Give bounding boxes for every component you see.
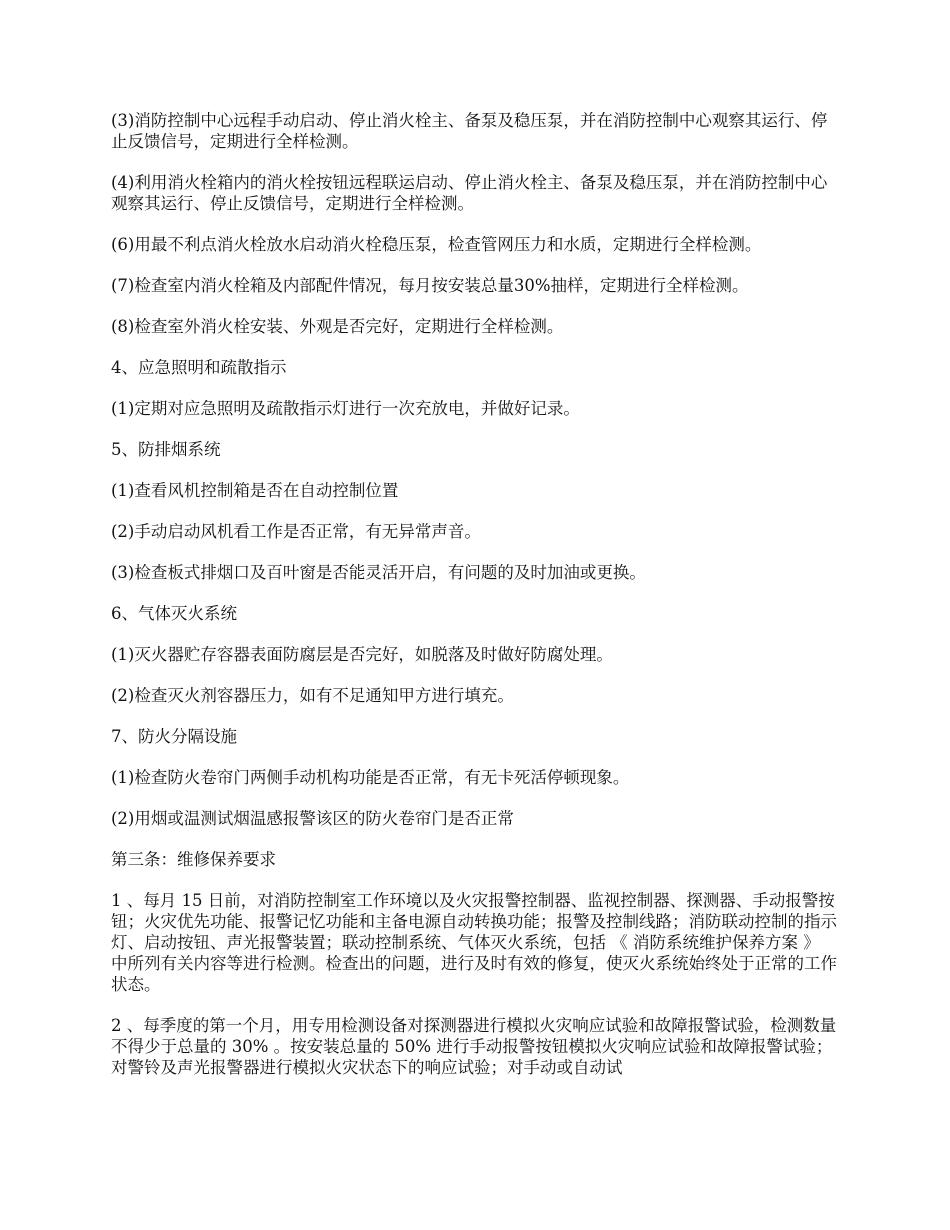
paragraph-fan-manual-start: (2)手动启动风机看工作是否正常，有无异常声音。 bbox=[111, 522, 481, 541]
paragraph-lighting-charge: (1)定期对应急照明及疏散指示灯进行一次充放电，并做好记录。 bbox=[111, 399, 580, 418]
paragraph-shutter-manual-check: (1)检查防火卷帘门两侧手动机构功能是否正常，有无卡死活停顿现象。 bbox=[111, 768, 630, 787]
article-heading-maintenance: 第三条：维修保养要求 bbox=[111, 850, 276, 869]
paragraph-quarterly-inspection: 2 、每季度的第一个月，用专用检测设备对探测器进行模拟火灾响应试验和故障报警试验，检测数量不得少于总量的 30% 。按安装总量的 50% 进行手动报警按钮模拟火灾响应试验和故障报警试验；对警铃及声光报警器进行模拟火灾状态下的响应试验；对手动或自动试 bbox=[111, 1016, 837, 1077]
paragraph-hydrant-pressure-check: (6)用最不利点消火栓放水启动消火栓稳压泵，检查管网压力和水质，定期进行全样检测。 bbox=[111, 235, 762, 254]
paragraph-monthly-inspection: 1 、每月 15 日前，对消防控制室工作环境以及火灾报警控制器、监视控制器、探测器、手动报警按钮；火灾优先功能、报警记忆功能和主备电源自动转换功能；报警及控制线路；消防联动控制的指示灯、启动按钮、声光报警装置；联动控制系统、气体灭火系统，包括 《 消防系统维护保养方案 》 中所列有关内容等进行检测。检查出的问题，进行及时有效的修复，使灭火系统始终处于正常的工作状态。 bbox=[111, 891, 837, 994]
document-body bbox=[111, 110, 841, 1078]
section-heading-gas-extinguishing: 6、气体灭火系统 bbox=[111, 604, 237, 623]
paragraph-hydrant-button-control: (4)利用消火栓箱内的消火栓按钮远程联运启动、停止消火栓主、备泵及稳压泵，并在消防控制中心观察其运行、停止反馈信号，定期进行全样检测。 bbox=[111, 173, 828, 213]
paragraph-smoke-vent-check: (3)检查板式排烟口及百叶窗是否能灵活开启，有问题的及时加油或更换。 bbox=[111, 563, 646, 582]
paragraph-hydrant-remote-control: (3)消防控制中心远程手动启动、停止消火栓主、备泵及稳压泵，并在消防控制中心观察其运行、停止反馈信号，定期进行全样检测。 bbox=[111, 111, 828, 151]
paragraph-fan-control-box: (1)查看风机控制箱是否在自动控制位置 bbox=[111, 481, 399, 500]
section-heading-emergency-lighting: 4、应急照明和疏散指示 bbox=[111, 358, 287, 377]
paragraph-outdoor-hydrant-check: (8)检查室外消火栓安装、外观是否完好，定期进行全样检测。 bbox=[111, 317, 564, 336]
paragraph-shutter-detector-test: (2)用烟或温测试烟温感报警该区的防火卷帘门是否正常 bbox=[111, 809, 514, 828]
section-heading-smoke-control: 5、防排烟系统 bbox=[111, 440, 221, 459]
paragraph-indoor-hydrant-check: (7)检查室内消火栓箱及内部配件情况，每月按安装总量30%抽样，定期进行全样检测。 bbox=[111, 276, 749, 295]
paragraph-agent-pressure: (2)检查灭火剂容器压力，如有不足通知甲方进行填充。 bbox=[111, 686, 514, 705]
section-heading-fire-separation: 7、防火分隔设施 bbox=[111, 727, 237, 746]
paragraph-container-coating: (1)灭火器贮存容器表面防腐层是否完好，如脱落及时做好防腐处理。 bbox=[111, 645, 613, 664]
